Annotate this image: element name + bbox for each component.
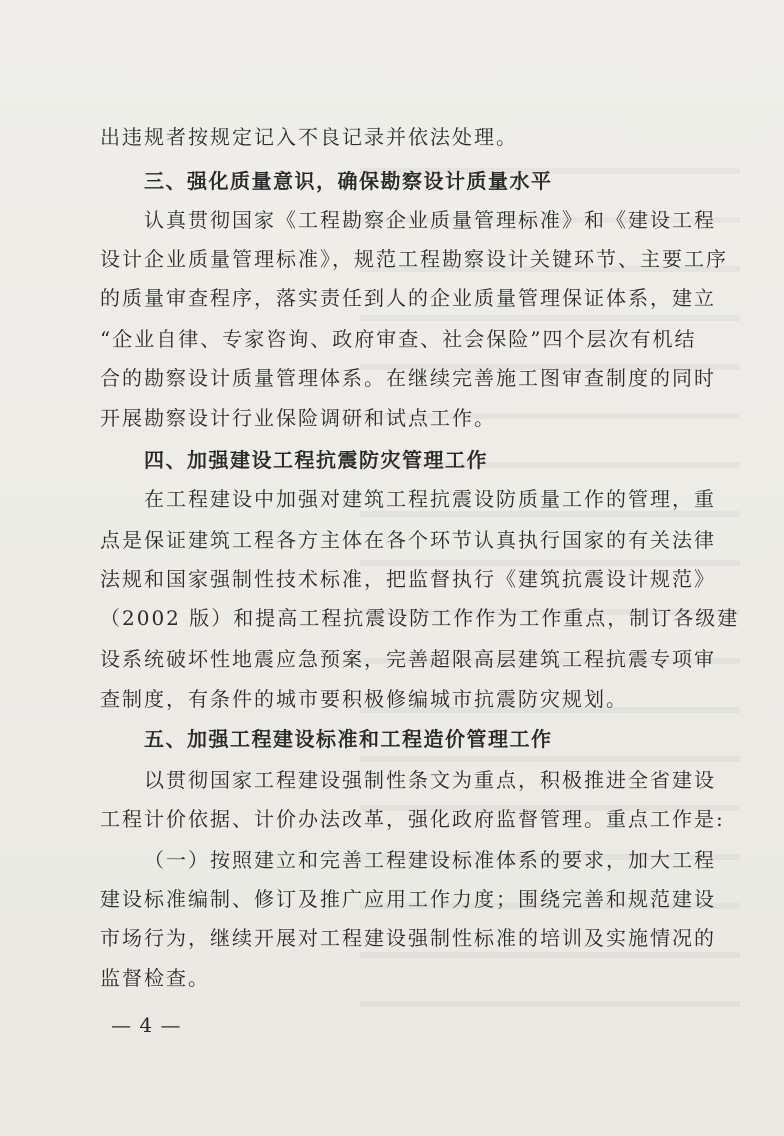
text-line-17: 以贯彻国家工程建设强制性条文为重点，积极推进全省建设 [144,768,716,792]
text-line-4: 设计企业质量管理标准》，规范工程勘察设计关键环节、主要工序 [100,247,728,271]
text-line-3: 认真贯彻国家《工程勘察企业质量管理标准》和《建设工程 [144,208,716,232]
text-line-5: 的质量审查程序，落实责任到人的企业质量管理保证体系，建立 [100,286,716,310]
text-line-1: 出违规者按规定记入不良记录并依法处理。 [100,125,518,149]
text-line-15: 查制度，有条件的城市要积极修编城市抗震防灾规划。 [100,687,628,711]
text-line-21: 市场行为，继续开展对工程建设强制性标准的培训及实施情况的 [100,926,716,950]
text-line-22: 监督检查。 [100,966,210,990]
text-line-8: 开展勘察设计行业保险调研和试点工作。 [100,406,496,430]
text-line-20: 建设标准编制、修订及推广应用工作力度；围绕完善和规范建设 [100,887,716,911]
section-heading-5: 五、加强工程建设标准和工程造价管理工作 [144,727,553,751]
text-line-18: 工程计价依据、计价办法改革，强化政府监督管理。重点工作是: [100,807,725,831]
text-line-12: 法规和国家强制性技术标准，把监督执行《建筑抗震设计规范》 [100,567,716,591]
page-number: — 4 — [111,1013,182,1037]
text-line-14: 设系统破坏性地震应急预案，完善超限高层建筑工程抗震专项审 [100,647,716,671]
text-line-13: （2002 版）和提高工程抗震设防工作作为工作重点，制订各级建 [100,606,740,630]
text-line-19: （一）按照建立和完善工程建设标准体系的要求，加大工程 [144,848,716,872]
section-heading-4: 四、加强建设工程抗震防灾管理工作 [144,448,488,472]
text-line-6: “企业自律、专家咨询、政府审查、社会保险”四个层次有机结 [100,327,697,351]
text-line-11: 点是保证建筑工程各方主体在各个环节认真执行国家的有关法律 [100,528,716,552]
text-line-10: 在工程建设中加强对建筑工程抗震设防质量工作的管理，重 [144,487,716,511]
section-heading-3: 三、强化质量意识，确保勘察设计质量水平 [144,169,553,193]
text-line-7: 合的勘察设计质量管理体系。在继续完善施工图审查制度的同时 [100,366,716,390]
